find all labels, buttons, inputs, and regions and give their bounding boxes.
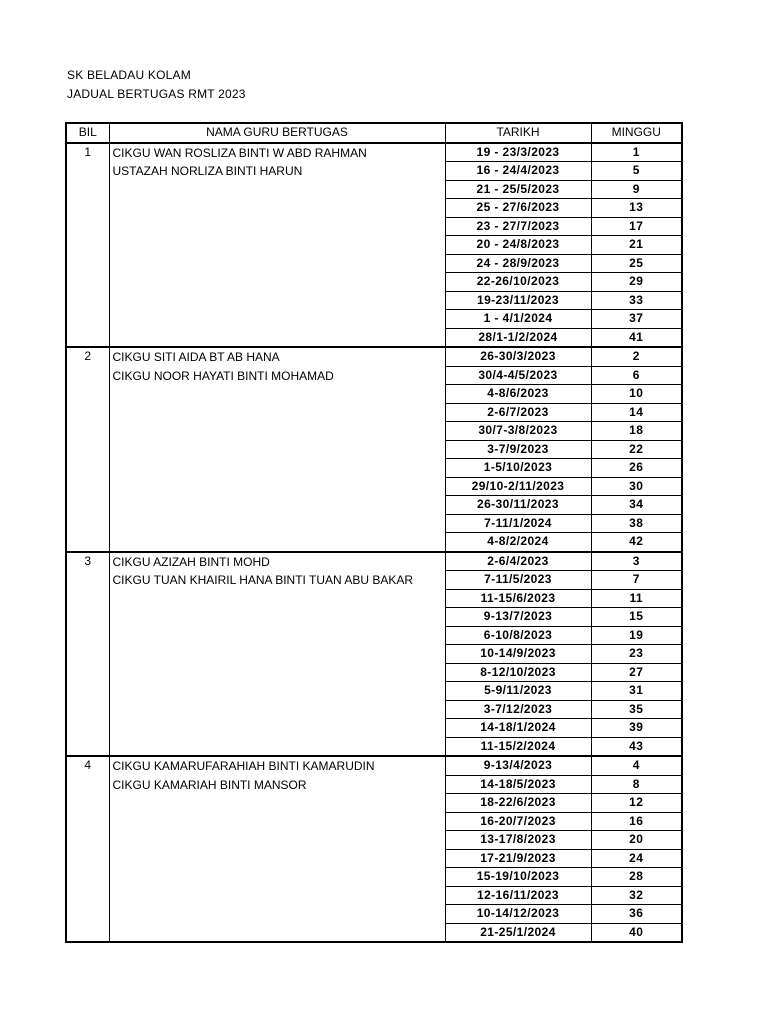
minggu-cell: 38 <box>591 514 682 533</box>
minggu-cell: 23 <box>591 645 682 664</box>
tarikh-cell: 24 - 28/9/2023 <box>445 254 591 273</box>
tarikh-cell: 16-20/7/2023 <box>445 812 591 831</box>
minggu-cell: 13 <box>591 199 682 218</box>
teacher-names-cell <box>109 552 445 757</box>
minggu-cell: 30 <box>591 477 682 496</box>
minggu-cell: 36 <box>591 905 682 924</box>
tarikh-cell: 18-22/6/2023 <box>445 794 591 813</box>
minggu-cell: 39 <box>591 719 682 738</box>
minggu-cell: 22 <box>591 440 682 459</box>
minggu-cell: 25 <box>591 254 682 273</box>
minggu-cell: 20 <box>591 831 682 850</box>
tarikh-cell: 30/4-4/5/2023 <box>445 366 591 385</box>
tarikh-cell: 21-25/1/2024 <box>445 923 591 942</box>
minggu-cell: 17 <box>591 217 682 236</box>
tarikh-cell: 3-7/9/2023 <box>445 440 591 459</box>
tarikh-cell: 5-9/11/2023 <box>445 682 591 701</box>
teacher-name: CIKGU AZIZAH BINTI MOHD <box>112 554 270 569</box>
school-name: SK BELADAU KOLAM <box>67 68 191 82</box>
minggu-cell: 14 <box>591 403 682 422</box>
tarikh-cell: 8-12/10/2023 <box>445 663 591 682</box>
tarikh-cell: 7-11/5/2023 <box>445 571 591 590</box>
table-row <box>66 552 682 571</box>
bil-cell: 1 <box>66 143 109 348</box>
tarikh-cell: 23 - 27/7/2023 <box>445 217 591 236</box>
tarikh-cell: 1 - 4/1/2024 <box>445 310 591 329</box>
minggu-cell: 29 <box>591 273 682 292</box>
minggu-cell: 7 <box>591 571 682 590</box>
minggu-cell: 32 <box>591 886 682 905</box>
tarikh-cell: 19 - 23/3/2023 <box>445 143 591 162</box>
tarikh-cell: 2-6/4/2023 <box>445 552 591 571</box>
minggu-cell: 24 <box>591 849 682 868</box>
tarikh-cell: 28/1-1/2/2024 <box>445 328 591 347</box>
tarikh-cell: 12-16/11/2023 <box>445 886 591 905</box>
duty-schedule-table <box>65 122 683 943</box>
minggu-cell: 33 <box>591 291 682 310</box>
tarikh-cell: 7-11/1/2024 <box>445 514 591 533</box>
document-title: JADUAL BERTUGAS RMT 2023 <box>67 87 246 101</box>
minggu-cell: 42 <box>591 533 682 552</box>
tarikh-cell: 11-15/6/2023 <box>445 589 591 608</box>
minggu-cell: 11 <box>591 589 682 608</box>
minggu-cell: 26 <box>591 459 682 478</box>
minggu-cell: 8 <box>591 775 682 794</box>
tarikh-cell: 26-30/11/2023 <box>445 496 591 515</box>
teacher-names-cell <box>109 143 445 348</box>
minggu-cell: 2 <box>591 347 682 366</box>
minggu-cell: 18 <box>591 422 682 441</box>
minggu-cell: 37 <box>591 310 682 329</box>
tarikh-cell: 26-30/3/2023 <box>445 347 591 366</box>
tarikh-cell: 14-18/5/2023 <box>445 775 591 794</box>
teacher-name: CIKGU KAMARUFARAHIAH BINTI KAMARUDIN <box>112 759 375 773</box>
col-header-tarikh: TARIKH <box>445 123 591 143</box>
minggu-cell: 15 <box>591 608 682 627</box>
minggu-cell: 1 <box>591 143 682 162</box>
minggu-cell: 6 <box>591 366 682 385</box>
teacher-name: USTAZAH NORLIZA BINTI HARUN <box>112 164 303 178</box>
tarikh-cell: 20 - 24/8/2023 <box>445 236 591 255</box>
minggu-cell: 43 <box>591 737 682 756</box>
tarikh-cell: 4-8/6/2023 <box>445 385 591 404</box>
tarikh-cell: 4-8/2/2024 <box>445 533 591 552</box>
tarikh-cell: 15-19/10/2023 <box>445 868 591 887</box>
tarikh-cell: 21 - 25/5/2023 <box>445 180 591 199</box>
tarikh-cell: 29/10-2/11/2023 <box>445 477 591 496</box>
tarikh-cell: 30/7-3/8/2023 <box>445 422 591 441</box>
minggu-cell: 31 <box>591 682 682 701</box>
minggu-cell: 5 <box>591 162 682 181</box>
tarikh-cell: 11-15/2/2024 <box>445 737 591 756</box>
tarikh-cell: 9-13/7/2023 <box>445 608 591 627</box>
col-header-bil: BIL <box>66 123 109 143</box>
tarikh-cell: 9-13/4/2023 <box>445 756 591 775</box>
tarikh-cell: 10-14/12/2023 <box>445 905 591 924</box>
tarikh-cell: 13-17/8/2023 <box>445 831 591 850</box>
tarikh-cell: 25 - 27/6/2023 <box>445 199 591 218</box>
minggu-cell: 3 <box>591 552 682 571</box>
minggu-cell: 28 <box>591 868 682 887</box>
minggu-cell: 9 <box>591 180 682 199</box>
tarikh-cell: 22-26/10/2023 <box>445 273 591 292</box>
minggu-cell: 12 <box>591 794 682 813</box>
tarikh-cell: 16 - 24/4/2023 <box>445 162 591 181</box>
teacher-name: CIKGU NOOR HAYATI BINTI MOHAMAD <box>112 368 334 383</box>
col-header-minggu: MINGGU <box>591 123 682 143</box>
minggu-cell: 34 <box>591 496 682 515</box>
minggu-cell: 10 <box>591 385 682 404</box>
tarikh-cell: 19-23/11/2023 <box>445 291 591 310</box>
teacher-names-cell <box>109 347 445 552</box>
bil-cell: 2 <box>66 347 109 552</box>
teacher-name: CIKGU KAMARIAH BINTI MANSOR <box>112 777 307 792</box>
bil-cell: 3 <box>66 552 109 757</box>
tarikh-cell: 10-14/9/2023 <box>445 645 591 664</box>
table-row <box>66 347 682 366</box>
col-header-nama: NAMA GURU BERTUGAS <box>109 123 445 143</box>
table-header-row <box>66 123 682 143</box>
minggu-cell: 21 <box>591 236 682 255</box>
minggu-cell: 4 <box>591 756 682 775</box>
tarikh-cell: 2-6/7/2023 <box>445 403 591 422</box>
teacher-name: CIKGU WAN ROSLIZA BINTI W ABD RAHMAN <box>112 145 367 160</box>
table-body <box>66 143 682 943</box>
tarikh-cell: 1-5/10/2023 <box>445 459 591 478</box>
minggu-cell: 35 <box>591 700 682 719</box>
minggu-cell: 41 <box>591 328 682 347</box>
table-row <box>66 756 682 775</box>
tarikh-cell: 6-10/8/2023 <box>445 626 591 645</box>
minggu-cell: 40 <box>591 923 682 942</box>
table-row <box>66 143 682 162</box>
teacher-names-cell <box>109 756 445 942</box>
tarikh-cell: 3-7/12/2023 <box>445 700 591 719</box>
bil-cell: 4 <box>66 756 109 942</box>
minggu-cell: 19 <box>591 626 682 645</box>
teacher-name: CIKGU SITI AIDA BT AB HANA <box>112 350 280 364</box>
tarikh-cell: 14-18/1/2024 <box>445 719 591 738</box>
tarikh-cell: 17-21/9/2023 <box>445 849 591 868</box>
minggu-cell: 16 <box>591 812 682 831</box>
minggu-cell: 27 <box>591 663 682 682</box>
teacher-name: CIKGU TUAN KHAIRIL HANA BINTI TUAN ABU BAKAR <box>112 573 414 587</box>
